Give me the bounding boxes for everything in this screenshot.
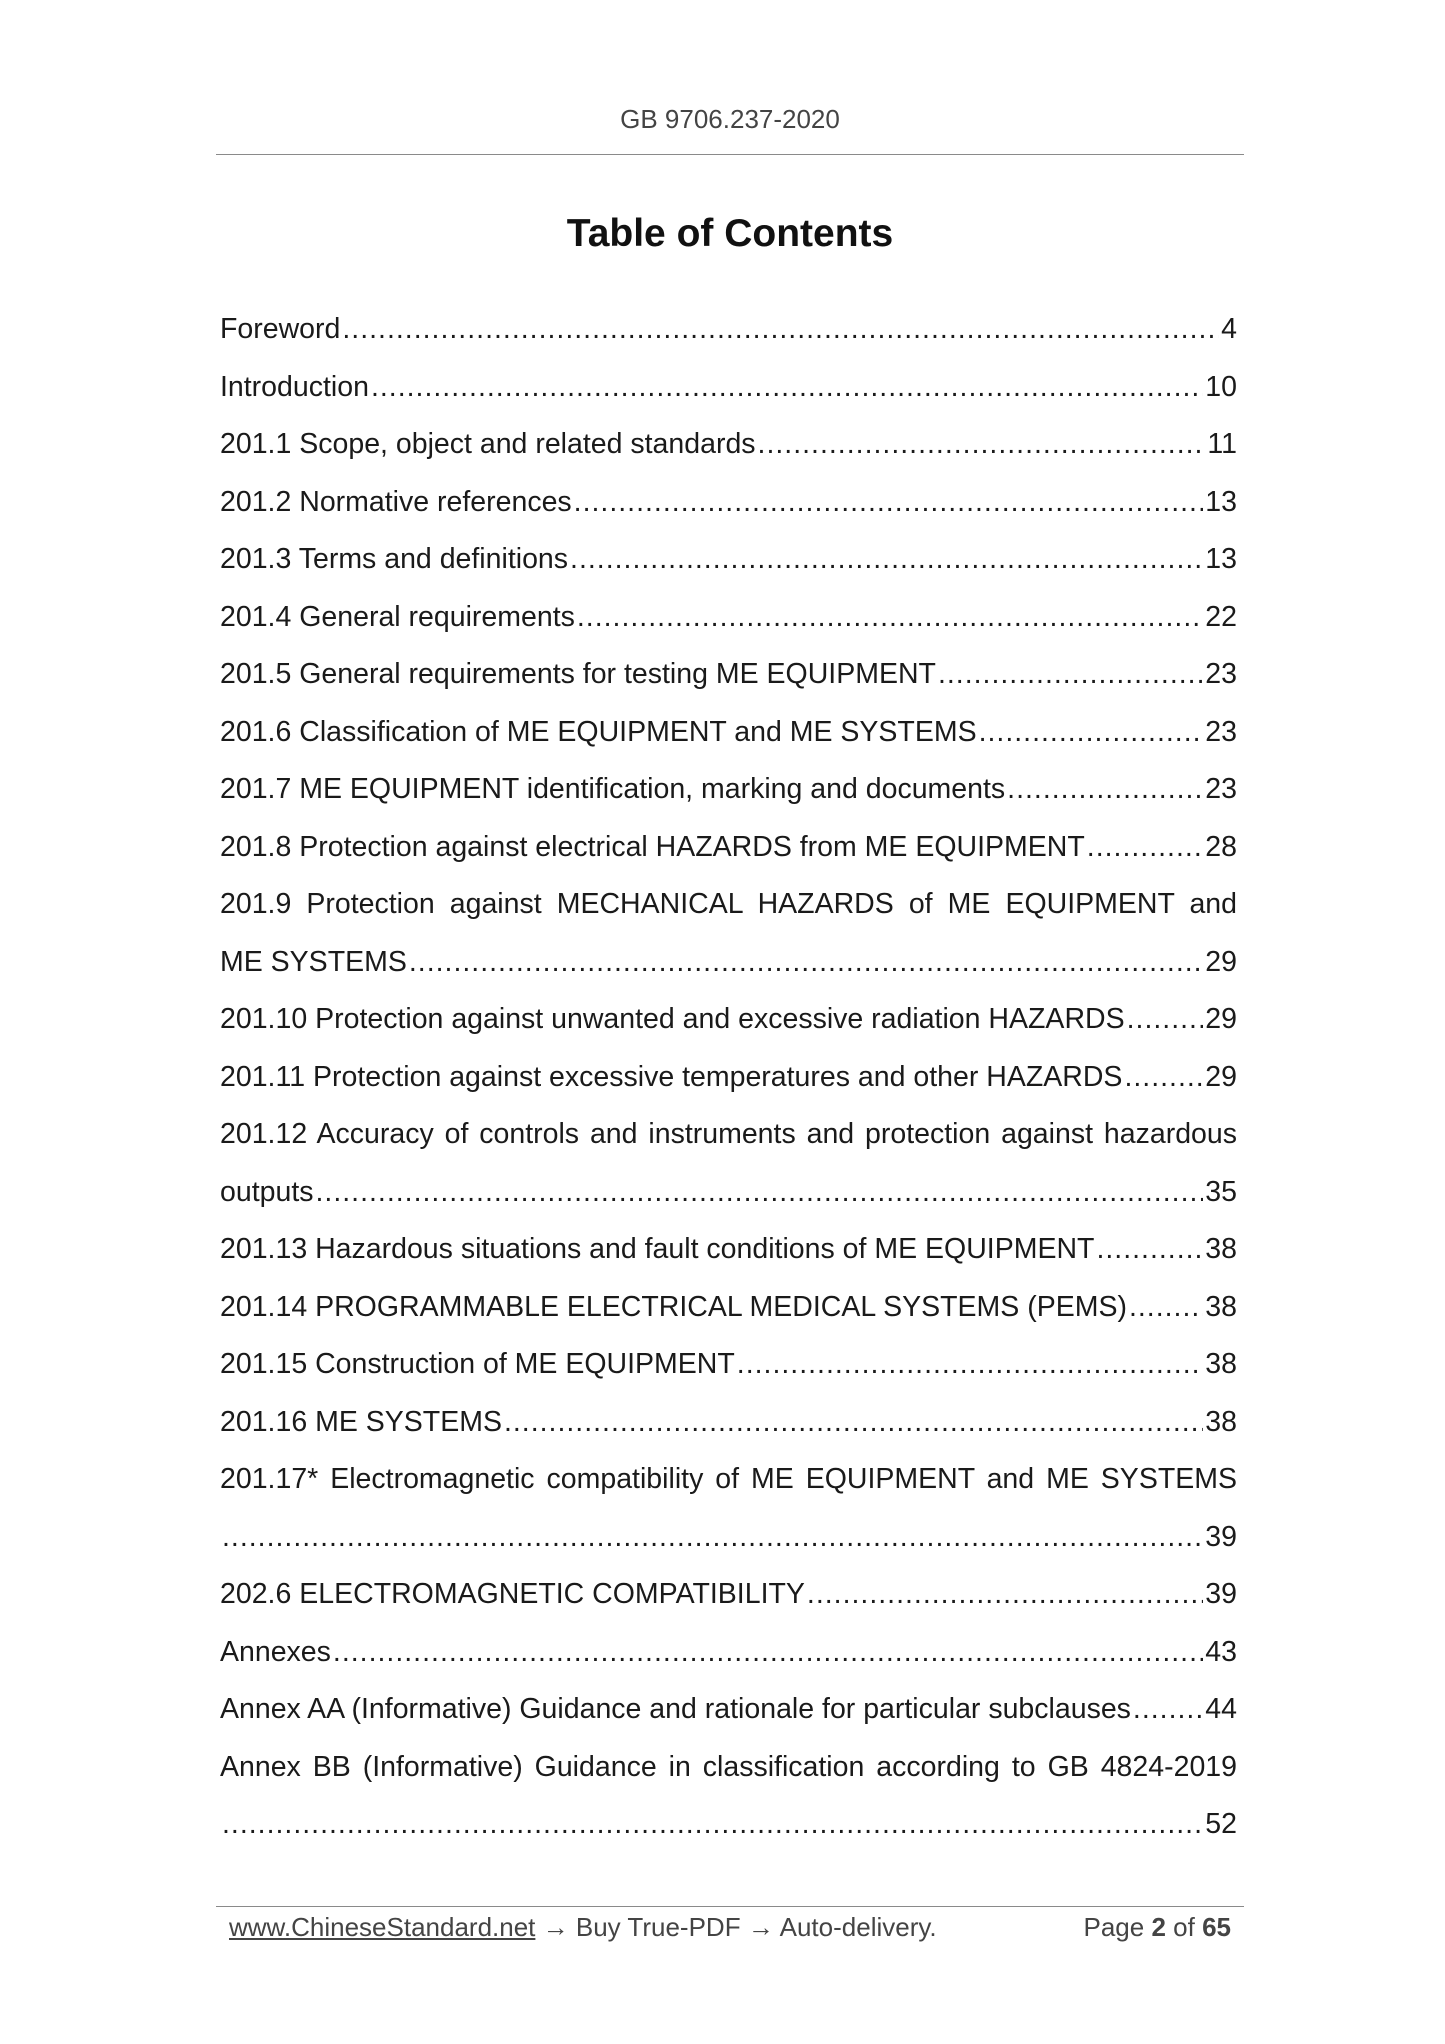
toc-entry-label: 201.11 Protection against excessive temperatures and other HAZARDS <box>220 1060 1123 1093</box>
of-label: of <box>1173 1912 1195 1942</box>
toc-entry-page: 39 <box>1205 1578 1237 1610</box>
page-indicator <box>1083 1912 1231 1943</box>
toc-entry-label: 201.8 Protection against electrical HAZARDS from ME EQUIPMENT <box>220 830 1085 863</box>
current-page-number: 2 <box>1151 1912 1166 1942</box>
website-link[interactable]: www.ChineseStandard.net <box>229 1912 536 1942</box>
toc-entry-202-6[interactable] <box>220 1566 1237 1624</box>
toc-entry-label: Foreword <box>220 313 341 345</box>
footer-promo <box>229 1912 937 1943</box>
toc-entry-annex-bb-line2[interactable] <box>220 1796 1237 1854</box>
toc-entry-label: 201.6 Classification of ME EQUIPMENT and ME SYSTEMS <box>220 715 977 748</box>
toc-leader-dots <box>979 704 1204 762</box>
toc-entry-page: 10 <box>1205 370 1237 403</box>
toc-entry-201-5[interactable] <box>220 646 1237 704</box>
toc-leader-dots <box>577 589 1203 647</box>
toc-leader-dots <box>737 1336 1204 1394</box>
arrow-right-icon: → <box>747 1912 774 1942</box>
toc-entry-201-8[interactable] <box>220 819 1237 877</box>
toc-entry-page: 38 <box>1205 1348 1237 1380</box>
toc-entry-page: 11 <box>1207 428 1237 460</box>
toc-entry-label: Annexes <box>220 1635 331 1668</box>
toc-entry-label: 201.17* Electromagnetic compatibility of ME EQUIPMENT and ME SYSTEMS <box>220 1463 1237 1495</box>
toc-entry-label: 202.6 ELECTROMAGNETIC COMPATIBILITY <box>220 1578 805 1610</box>
toc-entry-foreword[interactable] <box>220 301 1237 359</box>
toc-leader-dots <box>570 531 1203 589</box>
toc-entry-annex-aa[interactable] <box>220 1681 1237 1739</box>
toc-entry-page: 35 <box>1205 1175 1237 1208</box>
toc-entry-label: 201.16 ME SYSTEMS <box>220 1405 502 1438</box>
toc-leader-dots <box>342 301 1219 359</box>
toc-entry-annexes[interactable] <box>220 1624 1237 1682</box>
toc-leader-dots <box>316 1164 1204 1222</box>
toc-leader-dots <box>1096 1221 1203 1279</box>
table-of-contents <box>220 301 1237 1854</box>
toc-leader-dots <box>807 1566 1203 1624</box>
toc-entry-page: 39 <box>1205 1520 1237 1553</box>
toc-leader-dots <box>758 416 1206 474</box>
buy-text: Buy True-PDF <box>575 1912 741 1942</box>
toc-entry-201-12-line1[interactable] <box>220 1106 1237 1164</box>
toc-entry-page: 28 <box>1205 830 1237 863</box>
toc-entry-page: 29 <box>1205 945 1237 978</box>
page-title: Table of Contents <box>566 212 894 255</box>
toc-entry-label: 201.2 Normative references <box>220 485 572 518</box>
toc-entry-201-3[interactable] <box>220 531 1237 589</box>
toc-leader-dots <box>1007 761 1203 819</box>
toc-entry-annex-bb-line1[interactable] <box>220 1739 1237 1797</box>
toc-entry-label-continued: outputs <box>220 1175 314 1208</box>
toc-entry-page: 23 <box>1205 715 1237 748</box>
toc-entry-201-9-line2[interactable] <box>220 934 1237 992</box>
total-pages-number: 65 <box>1202 1912 1231 1942</box>
toc-entry-label: Introduction <box>220 370 369 403</box>
toc-entry-label: 201.7 ME EQUIPMENT identification, marking and documents <box>220 773 1006 805</box>
footer-divider <box>216 1906 1244 1907</box>
toc-entry-201-14[interactable] <box>220 1279 1237 1337</box>
toc-leader-dots <box>409 934 1203 992</box>
toc-entry-201-6[interactable] <box>220 704 1237 762</box>
toc-entry-introduction[interactable] <box>220 359 1237 417</box>
toc-entry-page: 29 <box>1205 1003 1237 1035</box>
toc-entry-201-7[interactable] <box>220 761 1237 819</box>
toc-leader-dots <box>333 1624 1203 1682</box>
toc-entry-label: Annex BB (Informative) Guidance in classification according to GB 4824-2019 <box>220 1750 1237 1783</box>
toc-leader-dots <box>222 1509 1203 1567</box>
toc-entry-201-15[interactable] <box>220 1336 1237 1394</box>
toc-entry-label: 201.14 PROGRAMMABLE ELECTRICAL MEDICAL SYSTEMS (PEMS) <box>220 1290 1127 1323</box>
toc-leader-dots <box>371 359 1203 417</box>
toc-entry-label: 201.12 Accuracy of controls and instruments and protection against hazardous <box>220 1118 1237 1150</box>
toc-entry-page: 44 <box>1205 1693 1237 1725</box>
toc-entry-page: 43 <box>1205 1635 1237 1668</box>
toc-entry-page: 38 <box>1205 1405 1237 1438</box>
toc-entry-page: 23 <box>1205 773 1237 805</box>
toc-entry-page: 52 <box>1205 1808 1237 1840</box>
toc-leader-dots <box>1087 819 1204 877</box>
toc-entry-201-9-line1[interactable] <box>220 876 1237 934</box>
toc-entry-label: 201.13 Hazardous situations and fault conditions of ME EQUIPMENT <box>220 1233 1095 1265</box>
toc-entry-page: 38 <box>1205 1233 1237 1265</box>
toc-leader-dots <box>504 1394 1203 1452</box>
toc-entry-page: 29 <box>1205 1060 1237 1093</box>
toc-leader-dots <box>222 1796 1203 1854</box>
toc-entry-201-4[interactable] <box>220 589 1237 647</box>
toc-entry-201-13[interactable] <box>220 1221 1237 1279</box>
toc-entry-201-1[interactable] <box>220 416 1237 474</box>
toc-entry-label: 201.4 General requirements <box>220 600 575 633</box>
toc-entry-201-12-line2[interactable] <box>220 1164 1237 1222</box>
toc-entry-page: 22 <box>1205 600 1237 633</box>
page-footer <box>229 1912 1231 1943</box>
toc-entry-page: 13 <box>1205 485 1237 518</box>
toc-leader-dots <box>1124 1049 1203 1107</box>
page-label: Page <box>1083 1912 1145 1942</box>
toc-entry-201-2[interactable] <box>220 474 1237 532</box>
toc-entry-page: 23 <box>1205 658 1237 690</box>
toc-entry-page: 13 <box>1205 543 1237 575</box>
toc-entry-201-17-line2[interactable] <box>220 1509 1237 1567</box>
toc-entry-page: 38 <box>1205 1290 1237 1323</box>
page-header: GB 9706.237-2020 <box>620 104 840 134</box>
toc-entry-label: 201.5 General requirements for testing ME EQUIPMENT <box>220 658 936 690</box>
toc-entry-page: 4 <box>1221 313 1237 345</box>
toc-entry-label: 201.1 Scope, object and related standards <box>220 428 756 460</box>
toc-entry-label-continued: ME SYSTEMS <box>220 945 407 978</box>
toc-leader-dots <box>574 474 1204 532</box>
toc-entry-label: 201.9 Protection against MECHANICAL HAZARDS of ME EQUIPMENT and <box>220 888 1237 920</box>
toc-entry-label: 201.3 Terms and definitions <box>220 543 569 575</box>
delivery-text: Auto-delivery. <box>779 1912 937 1942</box>
toc-leader-dots <box>1127 991 1204 1049</box>
header-divider <box>216 154 1244 155</box>
toc-entry-201-10[interactable] <box>220 991 1237 1049</box>
toc-entry-label: 201.15 Construction of ME EQUIPMENT <box>220 1348 735 1380</box>
arrow-right-icon: → <box>542 1912 569 1942</box>
toc-entry-201-11[interactable] <box>220 1049 1237 1107</box>
toc-leader-dots <box>1133 1681 1203 1739</box>
toc-leader-dots <box>1129 1279 1203 1337</box>
toc-entry-label: 201.10 Protection against unwanted and excessive radiation HAZARDS <box>220 1003 1125 1035</box>
toc-leader-dots <box>938 646 1203 704</box>
toc-entry-201-17-line1[interactable] <box>220 1451 1237 1509</box>
toc-entry-201-16[interactable] <box>220 1394 1237 1452</box>
toc-entry-label: Annex AA (Informative) Guidance and rationale for particular subclauses <box>220 1693 1131 1725</box>
